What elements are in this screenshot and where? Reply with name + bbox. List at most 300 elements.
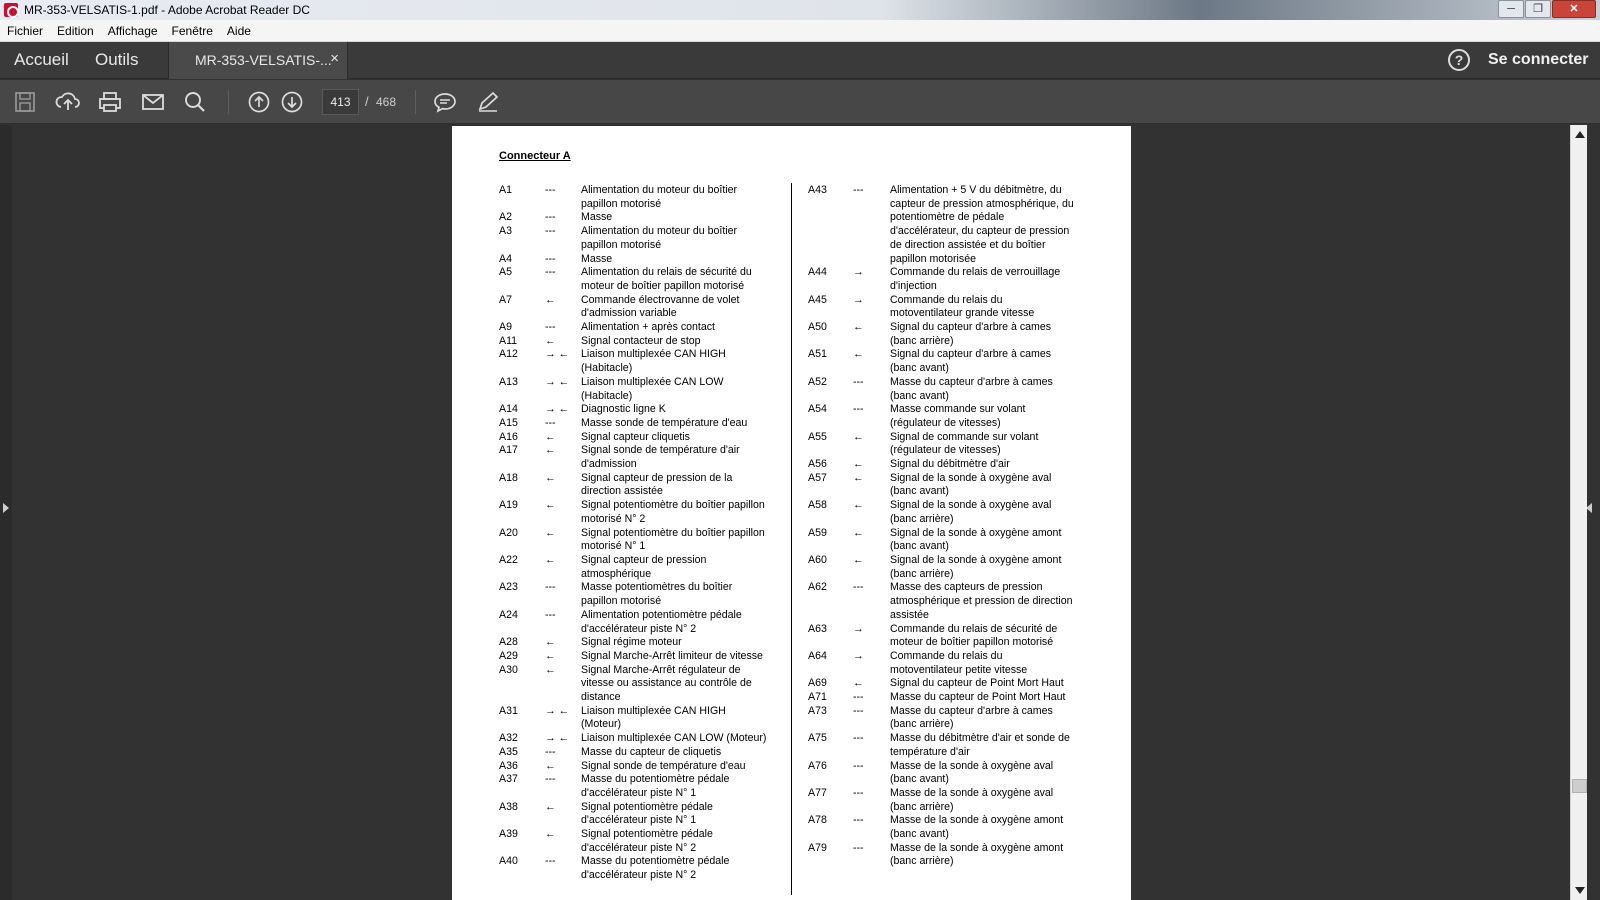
pin-direction: ← bbox=[545, 334, 556, 347]
pin-direction: --- bbox=[545, 252, 556, 265]
pin-direction: ← bbox=[545, 526, 556, 539]
pin-id: A77 bbox=[808, 786, 827, 799]
pin-description-line: assistée bbox=[890, 608, 929, 621]
pin-row bbox=[499, 527, 789, 554]
pin-description-line: vitesse ou assistance au contrôle de bbox=[581, 677, 752, 690]
pin-id: A39 bbox=[499, 828, 518, 841]
app-icon bbox=[4, 3, 18, 17]
pin-description bbox=[890, 732, 1118, 759]
pin-id: A64 bbox=[808, 649, 827, 662]
pin-row bbox=[499, 773, 789, 800]
pin-direction: --- bbox=[545, 855, 556, 868]
pin-direction: ← bbox=[853, 430, 864, 443]
pin-description bbox=[581, 581, 789, 608]
pin-description-line: Alimentation du moteur du boîtier bbox=[581, 225, 738, 238]
pin-direction: → ← bbox=[545, 732, 570, 745]
toolbar-separator bbox=[415, 90, 416, 114]
pin-row bbox=[499, 746, 789, 760]
pin-row bbox=[808, 458, 1118, 472]
menu-aide[interactable]: Aide bbox=[226, 23, 251, 38]
tab-bar bbox=[0, 42, 1600, 79]
pin-description-line: Signal de la sonde à oxygène aval bbox=[890, 471, 1052, 484]
window-controls bbox=[1497, 0, 1596, 18]
pin-id: A5 bbox=[499, 266, 512, 279]
pin-row bbox=[808, 472, 1118, 499]
pin-description-line: Signal capteur de pression bbox=[581, 553, 707, 566]
pin-description-line: (banc arrière) bbox=[890, 512, 954, 525]
pin-row bbox=[499, 335, 789, 349]
pin-description bbox=[890, 581, 1118, 622]
pin-description-line: Masse du capteur de cliquetis bbox=[581, 745, 722, 758]
pin-description-line: motoventilateur petite vitesse bbox=[890, 663, 1028, 676]
pin-id: A45 bbox=[808, 293, 827, 306]
pin-row bbox=[808, 294, 1118, 321]
signin-button[interactable]: Se connecter bbox=[1488, 51, 1589, 68]
pin-id: A40 bbox=[499, 855, 518, 868]
pin-description bbox=[581, 801, 789, 828]
pin-description bbox=[890, 376, 1118, 403]
pin-direction: --- bbox=[545, 773, 556, 786]
pin-description bbox=[890, 472, 1118, 499]
pin-row bbox=[808, 266, 1118, 293]
pin-description bbox=[581, 527, 789, 554]
pin-id: A51 bbox=[808, 348, 827, 361]
pin-id: A11 bbox=[499, 334, 518, 347]
pin-description-line: (banc arrière) bbox=[890, 800, 954, 813]
pin-description-line: Masse de la sonde à oxygène amont bbox=[890, 841, 1064, 854]
pin-id: A1 bbox=[499, 184, 512, 196]
pin-direction: ← bbox=[853, 458, 864, 471]
pin-description-line: Liaison multiplexée CAN HIGH bbox=[581, 348, 726, 361]
search-icon[interactable] bbox=[182, 90, 208, 114]
pin-description-line: Masse du potentiomètre pédale bbox=[581, 855, 730, 868]
pin-description bbox=[581, 376, 789, 403]
pin-row bbox=[499, 499, 789, 526]
pin-description bbox=[890, 677, 1118, 691]
pin-description-line: Masse sonde de température d'eau bbox=[581, 416, 748, 429]
pin-row bbox=[808, 677, 1118, 691]
pin-description-line: potentiomètre de pédale bbox=[890, 211, 1005, 224]
pin-description-line: Masse bbox=[581, 252, 613, 265]
pin-direction: ← bbox=[545, 499, 556, 512]
pin-direction: ← bbox=[545, 800, 556, 813]
pin-description bbox=[581, 348, 789, 375]
pin-row bbox=[808, 527, 1118, 554]
pin-description bbox=[581, 499, 789, 526]
pin-description bbox=[581, 266, 789, 293]
pin-id: A16 bbox=[499, 430, 518, 443]
pin-row bbox=[808, 321, 1118, 348]
pin-id: A7 bbox=[499, 293, 512, 306]
pin-id: A17 bbox=[499, 444, 518, 457]
page-up-icon[interactable] bbox=[246, 90, 272, 114]
pin-row bbox=[499, 211, 789, 225]
pin-id: A12 bbox=[499, 348, 518, 361]
pin-id: A20 bbox=[499, 526, 518, 539]
pin-description-line: d'accélérateur piste N° 2 bbox=[581, 841, 697, 854]
pin-id: A76 bbox=[808, 759, 827, 772]
pin-row bbox=[499, 321, 789, 335]
pin-id: A55 bbox=[808, 430, 827, 443]
pin-description-line: (banc avant) bbox=[890, 389, 949, 402]
pin-description-line: (banc arrière) bbox=[890, 334, 954, 347]
pin-row bbox=[499, 266, 789, 293]
pin-description bbox=[581, 403, 789, 417]
pin-direction: --- bbox=[853, 814, 864, 827]
pin-description-line: (Habitacle) bbox=[581, 362, 633, 375]
pin-direction: → bbox=[853, 266, 864, 279]
pin-id: A60 bbox=[808, 553, 827, 566]
pin-description bbox=[581, 431, 789, 445]
pin-direction: ← bbox=[545, 430, 556, 443]
pin-description bbox=[581, 211, 789, 225]
pin-description-line: Signal de la sonde à oxygène amont bbox=[890, 553, 1062, 566]
pin-direction: ← bbox=[853, 553, 864, 566]
pin-row bbox=[808, 376, 1118, 403]
pin-description-line: Masse du capteur d'arbre à cames bbox=[890, 375, 1053, 388]
pin-description-line: (banc avant) bbox=[890, 362, 949, 375]
pin-description bbox=[890, 814, 1118, 841]
pin-description-line: motoventilateur grande vitesse bbox=[890, 307, 1035, 320]
menu-fichier[interactable]: Fichier bbox=[7, 23, 44, 38]
pdf-page bbox=[452, 126, 1131, 900]
pin-description-line: (régulateur de vitesses) bbox=[890, 444, 1001, 457]
pin-description-line: Masse de la sonde à oxygène amont bbox=[890, 814, 1064, 827]
pin-description-line: Signal Marche-Arrêt limiteur de vitesse bbox=[581, 649, 763, 662]
pin-description bbox=[581, 472, 789, 499]
pin-id: A69 bbox=[808, 677, 827, 690]
pin-id: A15 bbox=[499, 416, 518, 429]
pin-description-line: Signal du capteur d'arbre à cames bbox=[890, 321, 1052, 334]
pin-id: A14 bbox=[499, 403, 518, 416]
pin-id: A36 bbox=[499, 759, 518, 772]
pin-description bbox=[581, 554, 789, 581]
pin-row bbox=[499, 554, 789, 581]
pin-row bbox=[499, 650, 789, 664]
pin-description bbox=[890, 458, 1118, 472]
pin-description-line: papillon motorisé bbox=[581, 595, 662, 608]
pin-id: A28 bbox=[499, 636, 518, 649]
pin-row bbox=[499, 348, 789, 375]
pin-row bbox=[499, 225, 789, 252]
pin-description-line: d'accélérateur, du capteur de pression bbox=[890, 225, 1070, 238]
pin-direction: --- bbox=[545, 211, 556, 224]
pin-id: A22 bbox=[499, 553, 518, 566]
pin-description bbox=[890, 348, 1118, 375]
pin-description-line: Signal potentiomètre pédale bbox=[581, 800, 713, 813]
pin-direction: --- bbox=[853, 375, 864, 388]
pin-description-line: distance bbox=[581, 691, 621, 704]
pin-description-line: Signal potentiomètre pédale bbox=[581, 828, 713, 841]
pin-description bbox=[890, 184, 1118, 266]
pin-description-line: Masse de la sonde à oxygène aval bbox=[890, 759, 1054, 772]
pin-id: A52 bbox=[808, 375, 827, 388]
pin-description-line: d'accélérateur piste N° 1 bbox=[581, 814, 697, 827]
pin-row bbox=[808, 554, 1118, 581]
pin-direction: ← bbox=[545, 553, 556, 566]
pin-description-line: Signal du débitmètre d'air bbox=[890, 458, 1010, 471]
pin-id: A78 bbox=[808, 814, 827, 827]
pin-description bbox=[581, 335, 789, 349]
pin-description bbox=[890, 760, 1118, 787]
pin-id: A38 bbox=[499, 800, 518, 813]
pin-direction: --- bbox=[545, 266, 556, 279]
pin-description bbox=[890, 787, 1118, 814]
pin-row bbox=[499, 581, 789, 608]
pin-row bbox=[499, 253, 789, 267]
pin-direction: ← bbox=[545, 759, 556, 772]
pin-description-line: (régulateur de vitesses) bbox=[890, 416, 1001, 429]
pin-description-line: papillon motorisée bbox=[890, 252, 976, 265]
pin-id: A9 bbox=[499, 321, 512, 334]
pin-description bbox=[581, 321, 789, 335]
pin-direction: --- bbox=[853, 732, 864, 745]
pin-description-line: Commande électrovanne de volet bbox=[581, 293, 740, 306]
pin-description bbox=[890, 403, 1118, 430]
pin-description-line: Liaison multiplexée CAN HIGH bbox=[581, 704, 726, 717]
window-titlebar bbox=[0, 0, 1600, 20]
pin-description-line: capteur de pression atmosphérique, du bbox=[890, 197, 1074, 210]
page-down-icon[interactable] bbox=[279, 90, 305, 114]
pin-description-line: (banc avant) bbox=[890, 485, 949, 498]
pin-row bbox=[499, 403, 789, 417]
pin-description-line: papillon motorisé bbox=[581, 197, 662, 210]
pin-description bbox=[581, 609, 789, 636]
pin-description-line: (Moteur) bbox=[581, 718, 622, 731]
pin-description bbox=[581, 855, 789, 882]
pin-description bbox=[890, 842, 1118, 869]
pin-description bbox=[581, 773, 789, 800]
pen-icon[interactable] bbox=[475, 90, 501, 114]
pin-description-line: d'accélérateur piste N° 2 bbox=[581, 869, 697, 882]
pin-description bbox=[890, 266, 1118, 293]
pin-direction: → bbox=[853, 622, 864, 635]
page-separator: / bbox=[365, 94, 369, 109]
pin-description-line: d'admission bbox=[581, 458, 637, 471]
pin-direction: --- bbox=[545, 416, 556, 429]
menu-fenetre[interactable]: Fenêtre bbox=[171, 23, 213, 38]
pin-row bbox=[499, 732, 789, 746]
pin-id: A44 bbox=[808, 266, 827, 279]
pin-row bbox=[499, 801, 789, 828]
pin-description-line: Alimentation potentiomètre pédale bbox=[581, 608, 742, 621]
maximize-button[interactable]: ❐ bbox=[1525, 0, 1551, 18]
pin-description-line: d'admission variable bbox=[581, 307, 677, 320]
pin-id: A54 bbox=[808, 403, 827, 416]
pin-description-line: Signal sonde de température d'eau bbox=[581, 759, 746, 772]
pin-id: A29 bbox=[499, 649, 518, 662]
pin-direction: ← bbox=[853, 526, 864, 539]
pin-description bbox=[890, 650, 1118, 677]
pin-description-line: Alimentation du relais de sécurité du bbox=[581, 266, 752, 279]
pin-id: A37 bbox=[499, 773, 518, 786]
pin-description bbox=[890, 294, 1118, 321]
pin-id: A32 bbox=[499, 732, 518, 745]
close-tab-icon[interactable]: × bbox=[330, 50, 339, 67]
pin-direction: ← bbox=[545, 828, 556, 841]
pin-id: A73 bbox=[808, 704, 827, 717]
save-icon[interactable] bbox=[12, 90, 38, 114]
scroll-down-icon[interactable] bbox=[1575, 887, 1585, 894]
pin-id: A13 bbox=[499, 375, 518, 388]
pin-row bbox=[808, 581, 1118, 622]
pin-description-line: atmosphérique bbox=[581, 567, 652, 580]
comment-icon[interactable] bbox=[432, 90, 458, 114]
pin-row bbox=[499, 855, 789, 882]
pin-row bbox=[808, 623, 1118, 650]
tab-document[interactable] bbox=[168, 42, 348, 79]
pin-row bbox=[808, 842, 1118, 869]
pin-direction: --- bbox=[853, 581, 864, 594]
pin-row bbox=[808, 814, 1118, 841]
pin-description-line: Signal du capteur de Point Mort Haut bbox=[890, 677, 1064, 690]
pin-direction: ← bbox=[545, 649, 556, 662]
pin-row bbox=[499, 636, 789, 650]
pin-description bbox=[890, 431, 1118, 458]
pin-id: A2 bbox=[499, 211, 512, 224]
connector-right-column bbox=[808, 184, 1118, 869]
pin-direction: --- bbox=[853, 786, 864, 799]
expand-left-pane-icon[interactable] bbox=[3, 503, 9, 513]
pin-id: A57 bbox=[808, 471, 827, 484]
pin-direction: --- bbox=[853, 184, 864, 196]
pin-direction: → ← bbox=[545, 704, 570, 717]
pin-row bbox=[499, 705, 789, 732]
pin-description-line: Masse commande sur volant bbox=[890, 403, 1026, 416]
section-title: Connecteur A bbox=[499, 150, 571, 162]
pin-id: A56 bbox=[808, 458, 827, 471]
pin-row bbox=[499, 609, 789, 636]
pin-description bbox=[581, 253, 789, 267]
upload-icon[interactable] bbox=[55, 90, 81, 114]
help-icon[interactable]: ? bbox=[1448, 49, 1470, 71]
scroll-thumb[interactable] bbox=[1572, 779, 1587, 793]
pin-description-line: Alimentation + après contact bbox=[581, 321, 715, 334]
pin-direction: → bbox=[853, 649, 864, 662]
pin-id: A19 bbox=[499, 499, 518, 512]
pin-description-line: Signal potentiomètre du boîtier papillon bbox=[581, 499, 765, 512]
close-window-button[interactable]: ✕ bbox=[1552, 0, 1596, 18]
pin-row bbox=[499, 828, 789, 855]
pin-description-line: Masse du débitmètre d'air et sonde de bbox=[890, 732, 1070, 745]
pin-description-line: Liaison multiplexée CAN LOW bbox=[581, 375, 724, 388]
pin-description-line: Masse bbox=[581, 211, 613, 224]
pin-description-line: (banc avant) bbox=[890, 540, 949, 553]
minimize-button[interactable]: ─ bbox=[1498, 0, 1524, 18]
pin-description-line: Signal capteur de pression de la bbox=[581, 471, 733, 484]
pin-row bbox=[499, 294, 789, 321]
pin-description-line: Signal Marche-Arrêt régulateur de bbox=[581, 663, 741, 676]
pin-id: A79 bbox=[808, 841, 827, 854]
pin-description-line: papillon motorisé bbox=[581, 238, 662, 251]
pin-row bbox=[499, 431, 789, 445]
pin-id: A23 bbox=[499, 581, 518, 594]
pin-description-line: d'accélérateur piste N° 1 bbox=[581, 786, 697, 799]
menu-edition[interactable]: Edition bbox=[57, 23, 94, 38]
print-icon[interactable] bbox=[97, 90, 123, 114]
scroll-up-icon[interactable] bbox=[1575, 131, 1585, 138]
pin-id: A43 bbox=[808, 184, 827, 196]
pin-row bbox=[499, 417, 789, 431]
pin-description bbox=[890, 321, 1118, 348]
pin-description-line: Commande du relais du bbox=[890, 293, 1003, 306]
pin-direction: ← bbox=[853, 321, 864, 334]
pin-direction: ← bbox=[853, 348, 864, 361]
pin-description-line: (banc arrière) bbox=[890, 567, 954, 580]
pin-description-line: Liaison multiplexée CAN LOW (Moteur) bbox=[581, 732, 767, 745]
pin-direction: → bbox=[853, 293, 864, 306]
tab-tools[interactable]: Outils bbox=[95, 50, 139, 69]
pin-description-line: Alimentation + 5 V du débitmètre, du bbox=[890, 184, 1062, 196]
pin-direction: --- bbox=[545, 184, 556, 196]
pin-description bbox=[581, 417, 789, 431]
vertical-scrollbar[interactable] bbox=[1570, 125, 1587, 900]
page-total: 468 bbox=[376, 95, 397, 109]
pin-description bbox=[581, 444, 789, 471]
pin-direction: ← bbox=[545, 293, 556, 306]
page-number-input[interactable]: 413 bbox=[322, 89, 359, 115]
pin-row bbox=[499, 664, 789, 705]
pin-direction: ← bbox=[545, 444, 556, 457]
pin-row bbox=[808, 705, 1118, 732]
email-icon[interactable] bbox=[140, 90, 166, 114]
document-tab-label: MR-353-VELSATIS-... bbox=[195, 52, 332, 68]
pin-description-line: Commande du relais de verrouillage bbox=[890, 266, 1061, 279]
pin-description-line: Signal capteur cliquetis bbox=[581, 430, 690, 443]
pin-description-line: de direction assistée et du boîtier bbox=[890, 238, 1046, 251]
pin-description bbox=[890, 527, 1118, 554]
pin-row bbox=[499, 376, 789, 403]
pin-description-line: Commande du relais de sécurité de bbox=[890, 622, 1058, 635]
pin-row bbox=[808, 431, 1118, 458]
pin-description-line: d'accélérateur piste N° 2 bbox=[581, 622, 697, 635]
pin-description-line: Masse du capteur de Point Mort Haut bbox=[890, 691, 1066, 704]
pin-direction: → ← bbox=[545, 375, 570, 388]
connector-left-column bbox=[499, 184, 789, 883]
pin-description bbox=[581, 225, 789, 252]
pin-id: A3 bbox=[499, 225, 512, 238]
pin-description bbox=[890, 499, 1118, 526]
pin-description-line: Signal contacteur de stop bbox=[581, 334, 701, 347]
pin-description-line: Signal sonde de température d'air bbox=[581, 444, 740, 457]
pin-description-line: direction assistée bbox=[581, 485, 663, 498]
pin-description bbox=[581, 294, 789, 321]
menu-bar bbox=[0, 20, 1600, 42]
pin-description-line: Signal de commande sur volant bbox=[890, 430, 1039, 443]
pin-description-line: Diagnostic ligne K bbox=[581, 403, 666, 416]
pin-description bbox=[890, 705, 1118, 732]
pin-direction: --- bbox=[545, 581, 556, 594]
pin-id: A30 bbox=[499, 663, 518, 676]
tab-home[interactable]: Accueil bbox=[14, 50, 69, 69]
pin-description bbox=[581, 732, 789, 746]
toolbar bbox=[0, 80, 1600, 124]
pin-description-line: (banc arrière) bbox=[890, 855, 954, 868]
pin-row bbox=[808, 348, 1118, 375]
pin-description-line: d'injection bbox=[890, 279, 937, 292]
pin-description-line: motorisé N° 2 bbox=[581, 512, 646, 525]
pin-id: A75 bbox=[808, 732, 827, 745]
pin-description-line: Signal régime moteur bbox=[581, 636, 682, 649]
pin-description-line: Masse du capteur d'arbre à cames bbox=[890, 704, 1053, 717]
pin-id: A18 bbox=[499, 471, 518, 484]
menu-affichage[interactable]: Affichage bbox=[107, 23, 158, 38]
pin-description bbox=[890, 554, 1118, 581]
pin-direction: --- bbox=[545, 225, 556, 238]
pin-row bbox=[808, 650, 1118, 677]
pin-description-line: Signal du capteur d'arbre à cames bbox=[890, 348, 1052, 361]
column-divider bbox=[791, 183, 792, 895]
